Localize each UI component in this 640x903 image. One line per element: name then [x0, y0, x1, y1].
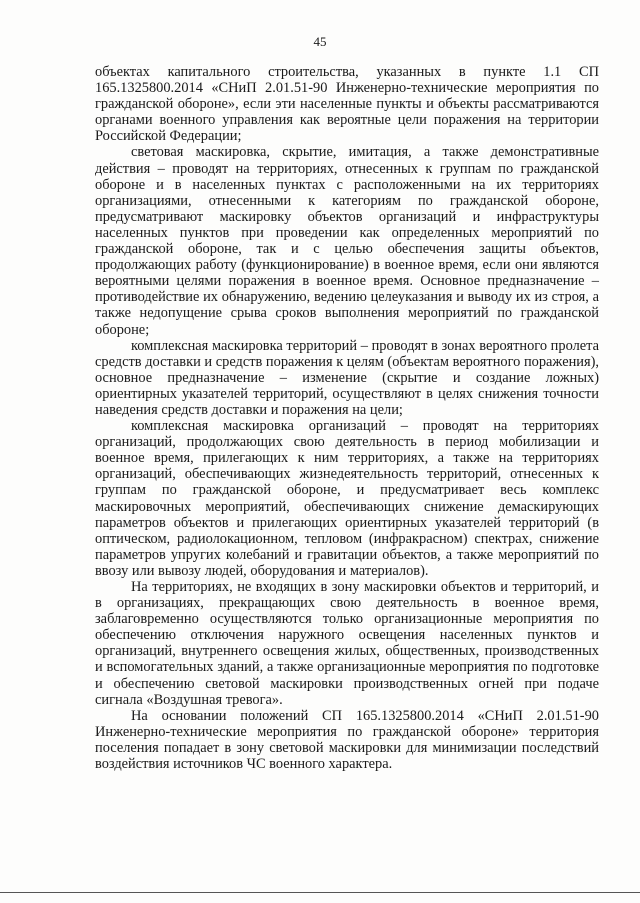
paragraph-5: На территориях, не входящих в зону маскировки объектов и территорий, и в организациях, прекращающих свою деятельность в военное время, заблаговременно осуществляются только организационные мероприятия по обеспечению отключения наружного освещения населенных пунктов и организаций, внутреннего освещения жилых, общественных, производственных и вспомогательных зданий, а также организационные мероприятия по подготовке и обеспечению световой маскировки производственных огней при подаче сигнала «Воздушная тревога».	[95, 579, 599, 708]
page-number: 45	[313, 34, 327, 49]
paragraph-3: комплексная маскировка территорий – проводят в зонах вероятного пролета средств доставки и средств поражения к целям (объектам вероятного поражения), основное предназначение – изменение (скрытие и создание ложных) ориентирных указателей территорий, осуществляют в целях снижения точности наведения средств доставки и поражения на цели;	[95, 337, 599, 418]
body-text	[95, 64, 599, 772]
bottom-scan-edge	[0, 892, 640, 893]
paragraph-1: объектах капитального строительства, указанных в пункте 1.1 СП 165.1325800.2014 «СНиП 2.01.51-90 Инженерно-технические мероприятия по гражданской обороне», если эти населенные пункты и объекты рассматриваются органами военного управления как вероятные цели поражения на территории Российской Федерации;	[95, 64, 599, 145]
paragraph-2: световая маскировка, скрытие, имитация, а также демонстративные действия – проводят на территориях, отнесенных к группам по гражданской обороне и в населенных пунктах с расположенными на их территориях организациями, отнесенными к категориям по гражданской обороне, предусматривают маскировку объектов организаций и инфраструктуры населенных пунктов при проведении как определенных мероприятий по гражданской обороне, так и с целью обеспечения защиты объектов, продолжающих работу (функционирование) в военное время, если они являются вероятными целями поражения в военное время. Основное предназначение – противодействие их обнаружению, ведению целеуказания и выводу их из строя, а также недопущение срыва сроков выполнения мероприятий по гражданской обороне;	[95, 144, 599, 338]
paragraph-6: На основании положений СП 165.1325800.2014 «СНиП 2.01.51-90 Инженерно-технические мероприятия по гражданской обороне» территория поселения попадает в зону световой маскировки для минимизации последствий воздействия источников ЧС военного характера.	[95, 707, 599, 773]
paragraph-4: комплексная маскировка организаций – проводят на территориях организаций, продолжающих свою деятельность в период мобилизации и военное время, прилегающих к ним территориях, а также на территориях организаций, обеспечивающих жизнедеятельность территорий, отнесенных к группам по гражданской обороне, и предусматривает весь комплекс маскировочных мероприятий, обеспечивающих снижение демаскирующих параметров объектов и прилегающих ориентирных указателей территорий (в оптическом, радиолокационном, тепловом (инфракрасном) спектрах, снижение параметров упругих колебаний и гравитации объектов, а также мероприятий по ввозу или вывозу людей, оборудования и материалов).	[95, 418, 599, 579]
